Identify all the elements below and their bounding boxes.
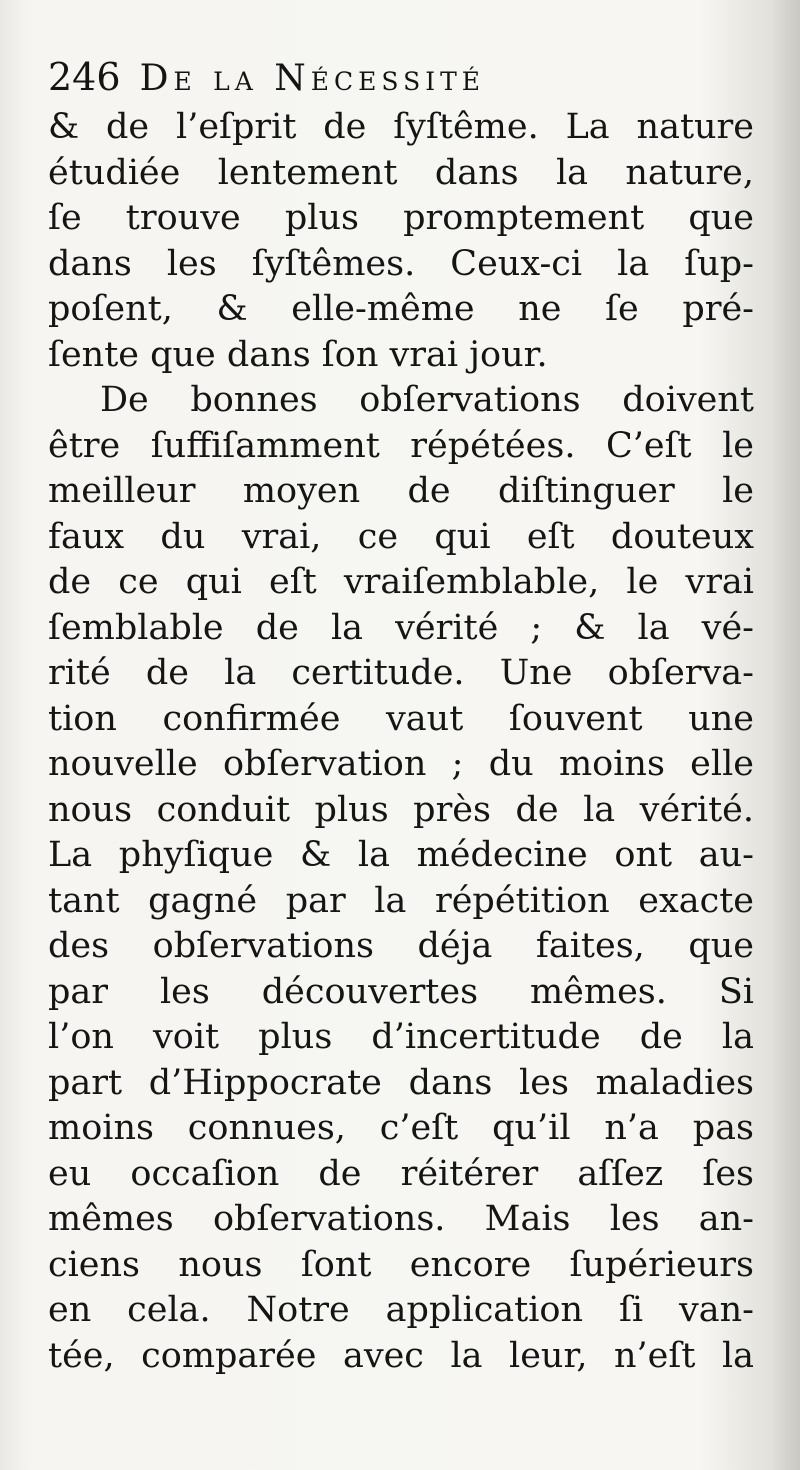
text-line: dans les ſyſtêmes. Ceux-ci la ſup-: [48, 243, 754, 284]
text-line: tée, comparée avec la leur, n’eſt la: [48, 1335, 754, 1376]
text-line: en cela. Notre application ſi van-: [48, 1290, 754, 1330]
text-line: nous conduit plus près de la vérité.: [48, 789, 754, 830]
text-line: rité de la certitude. Une obſerva-: [48, 653, 754, 693]
text-line: part d’Hippocrate dans les maladies: [48, 1062, 754, 1103]
text-line: & de l’eſprit de ſyſtême. La nature: [48, 107, 754, 147]
text-line: ſente que dans ſon vrai jour.: [48, 334, 548, 375]
text-line: moins connues, c’eſt qu’il n’a pas: [48, 1108, 754, 1148]
text-line: eu occaſion de réitérer aſſez ſes: [48, 1153, 754, 1194]
text-line: être ſuffiſamment répétées. C’eſt le: [48, 425, 754, 466]
running-title: De la Nécessité: [139, 58, 486, 99]
text-line: tion confirmée vaut ſouvent une: [48, 698, 754, 739]
text-line: par les découvertes mêmes. Si: [48, 971, 754, 1012]
text-line: ciens nous ſont encore ſupérieurs: [48, 1244, 754, 1285]
text-line: de ce qui eſt vraiſemblable, le vrai: [48, 562, 754, 602]
text-line: nouvelle obſervation ; du moins elle: [48, 744, 754, 784]
text-line: mêmes obſervations. Mais les an-: [48, 1199, 754, 1239]
text-line: des obſervations déja faites, que: [48, 926, 754, 966]
text-line: poſent, & elle-même ne ſe pré-: [48, 289, 754, 329]
text-line: ſe trouve plus promptement que: [48, 198, 754, 238]
text-line: ſemblable de la vérité ; & la vé-: [48, 607, 754, 648]
text-line: La phyſique & la médecine ont au-: [48, 835, 754, 875]
body-text: [48, 105, 754, 1379]
page-header: [48, 55, 485, 103]
text-line: tant gagné par la répétition exacte: [48, 880, 754, 921]
text-line: meilleur moyen de diſtinguer le: [48, 471, 754, 511]
text-line: faux du vrai, ce qui eſt douteux: [48, 516, 754, 557]
text-line: l’on voit plus d’incertitude de la: [48, 1017, 754, 1057]
paragraph-start-line: De bonnes obſervations doivent: [100, 380, 754, 420]
page-number: 246: [48, 55, 121, 99]
text-line: étudiée lentement dans la nature,: [48, 152, 754, 193]
